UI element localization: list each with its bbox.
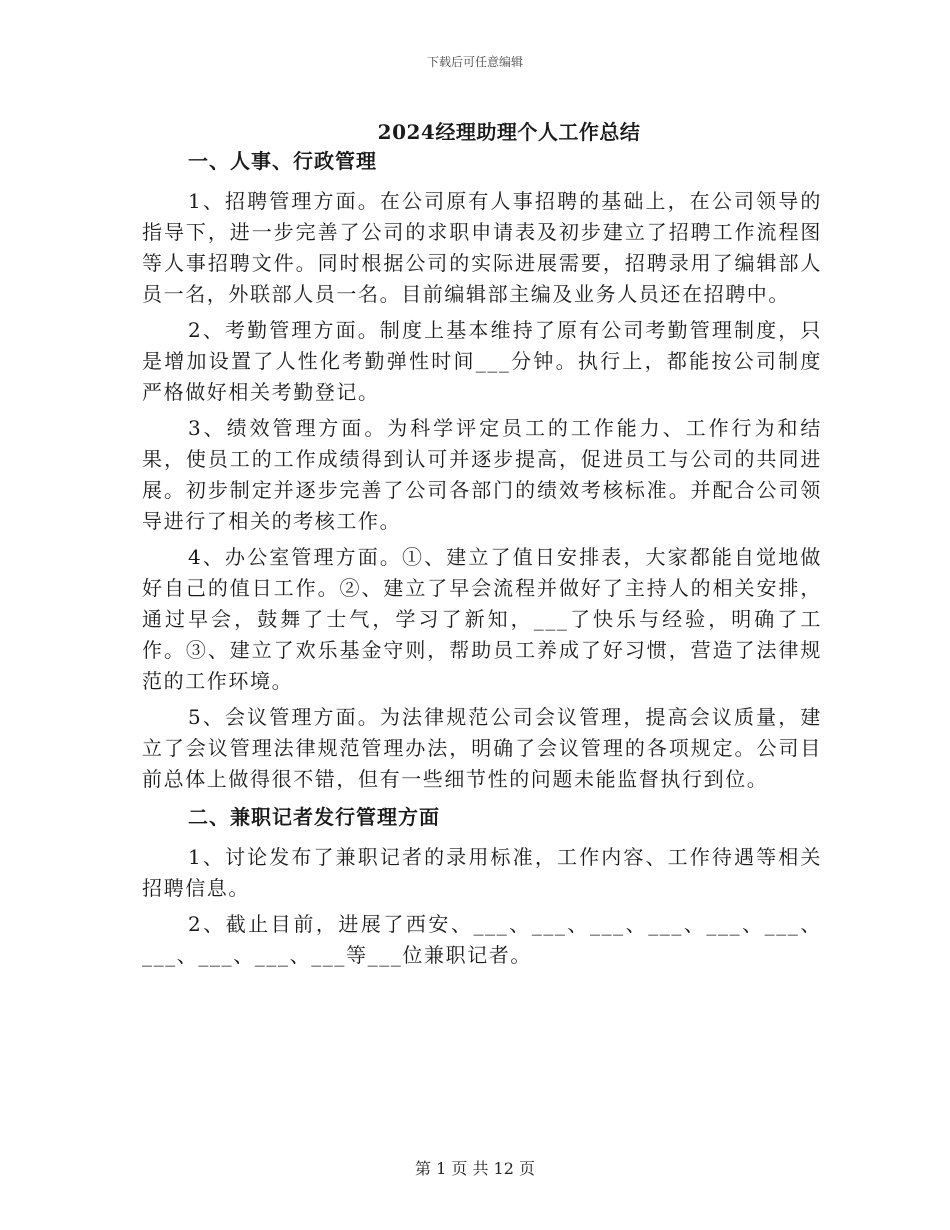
header-note: 下载后可任意编辑 [426, 55, 523, 69]
paragraph: 4、办公室管理方面。①、建立了值日安排表，大家都能自觉地做好自己的值日工作。②、建立了早会流程并做好了主持人的相关安排，通过早会，鼓舞了士气，学习了新知，___了快乐与经验，明确了工作。③、建立了欢乐基金守则，帮助员工养成了好习惯，营造了法律规范的工作环境。 [142, 545, 822, 693]
section-heading: 一、人事、行政管理 [188, 149, 377, 173]
document-title: 2024经理助理个人工作总结 [377, 120, 641, 144]
paragraph: 5、会议管理方面。为法律规范公司会议管理，提高会议质量，建立了会议管理法律规范管理办法，明确了会议管理的各项规定。公司目前总体上做得很不错，但有一些细节性的问题未能监督执行到位。 [142, 705, 822, 791]
section-heading: 二、兼职记者发行管理方面 [188, 805, 440, 829]
page-number: 第 1 页 共 12 页 [415, 1159, 535, 1178]
paragraph: 1、讨论发布了兼职记者的录用标准，工作内容、工作待遇等相关招聘信息。 [142, 845, 822, 900]
paragraph: 1、招聘管理方面。在公司原有人事招聘的基础上，在公司领导的指导下，进一步完善了公司的求职申请表及初步建立了招聘工作流程图等人事招聘文件。同时根据公司的实际进展需要，招聘录用了编辑部人员一名，外联部人员一名。目前编辑部主编及业务人员还在招聘中。 [142, 189, 822, 306]
paragraph: 2、考勤管理方面。制度上基本维持了原有公司考勤管理制度，只是增加设置了人性化考勤弹性时间___分钟。执行上，都能按公司制度严格做好相关考勤登记。 [142, 318, 822, 404]
paragraph: 2、截止目前，进展了西安、___、___、___、___、___、___、___、___、___、___等___位兼职记者。 [142, 912, 822, 967]
paragraph: 3、绩效管理方面。为科学评定员工的工作能力、工作行为和结果，使员工的工作成绩得到认可并逐步提高，促进员工与公司的共同进展。初步制定并逐步完善了公司各部门的绩效考核标准。并配合公司领导进行了相关的考核工作。 [142, 416, 822, 533]
document-body [142, 144, 822, 976]
